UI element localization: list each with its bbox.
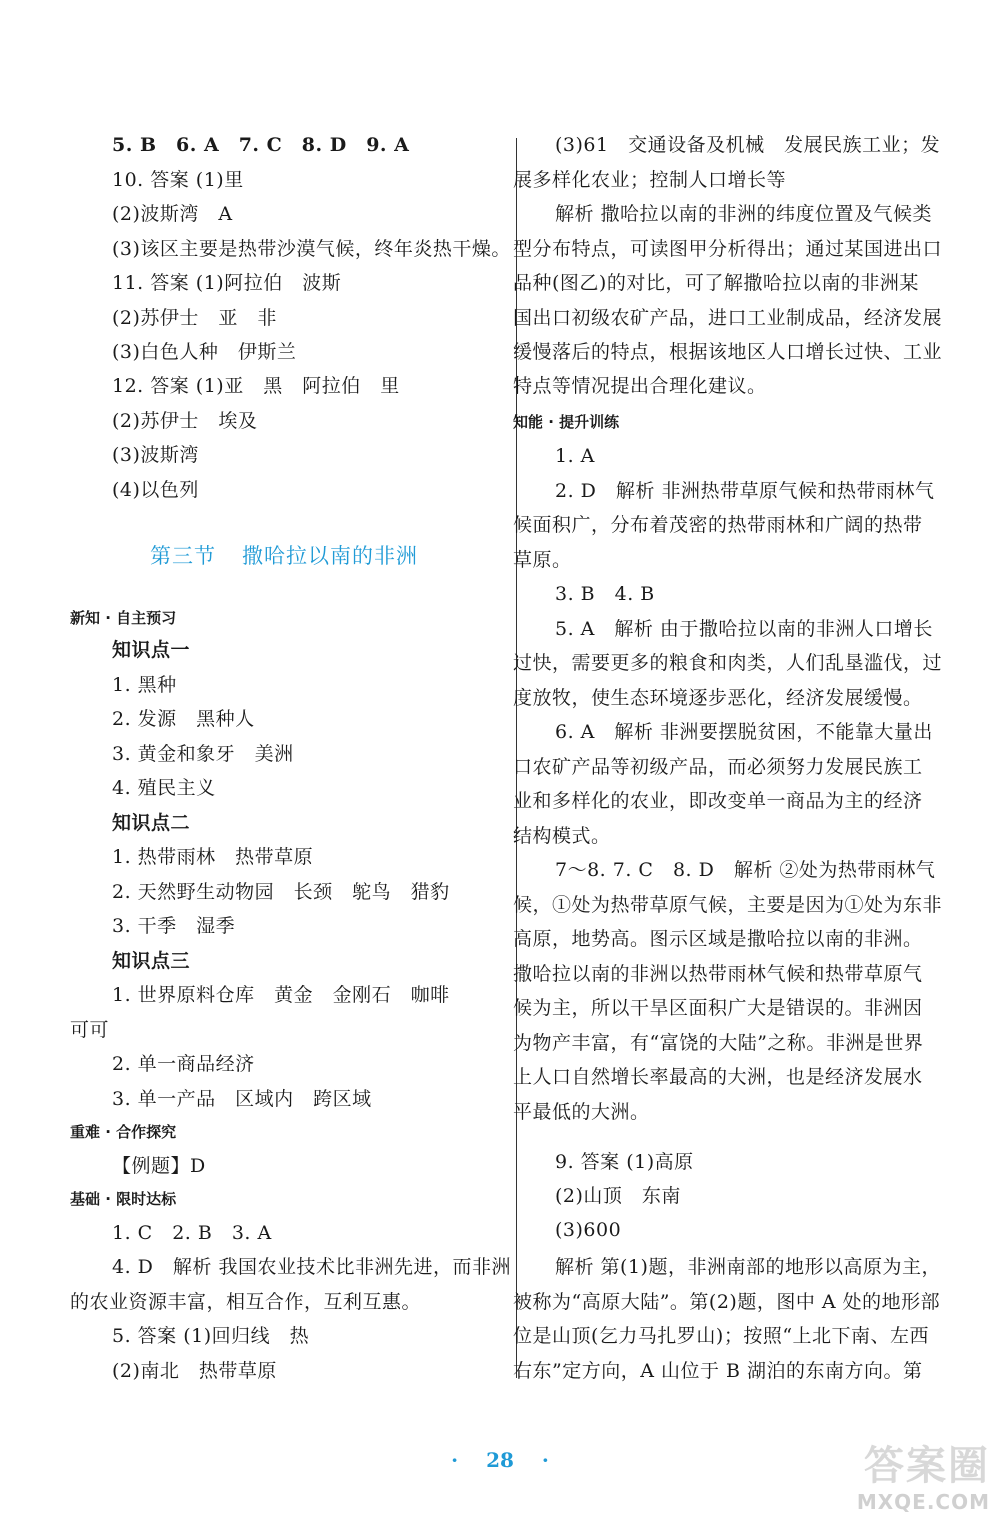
answer-line: (2)苏伊士 亚 非 [112,307,277,329]
analysis-line: 业和多样化的农业，即改变单一商品为主的经济 [513,790,923,812]
answer-line: 3. B 4. B [555,583,655,605]
answer-line: 3. 单一产品 区域内 跨区域 [112,1088,372,1110]
page-dot-right: · [541,1448,549,1472]
answer-line: (2)山顶 东南 [555,1185,681,1207]
answer-line: 2. 发源 黑种人 [112,708,255,730]
analysis-line: 缓慢落后的特点，根据该地区人口增长过快、工业 [513,341,943,363]
answer-line: 6. A 解析 非洲要摆脱贫困，不能靠大量出 [555,721,933,743]
section-heading: 新知 · 自主预习 [70,609,177,627]
subheading: 知识点二 [112,812,191,834]
analysis-line: 高原，地势高。图示区域是撒哈拉以南的非洲。 [513,928,923,950]
page-dot-left: · [451,1448,459,1472]
answer-line: 1. 黑种 [112,674,177,696]
answer-line: 的农业资源丰富，相互合作，互利互惠。 [70,1291,422,1313]
analysis-line: 上人口自然增长率最高的大洲，也是经济发展水 [513,1066,923,1088]
analysis-line: 过快，需要更多的粮食和肉类，人们乱垦滥伐，过 [513,652,943,674]
answer-line: (3)600 [555,1219,622,1241]
answer-line: 【例题】D [112,1155,206,1177]
section-number: 第三节 [150,544,216,568]
analysis-line: 为物产丰富，有“富饶的大陆”之称。非洲是世界 [513,1032,924,1054]
answer-line: (3)该区主要是热带沙漠气候，终年炎热干燥。 [112,238,511,260]
answer-line: 2. D 解析 非洲热带草原气候和热带雨林气 [555,480,935,502]
answer-line: (4)以色列 [112,479,199,501]
section-title [150,540,418,570]
analysis-line: 品种(图乙)的对比，可了解撒哈拉以南的非洲某 [513,272,919,294]
analysis-line: 草原。 [513,549,572,571]
answer-line: 1. C 2. B 3. A [112,1222,272,1244]
section-heading: 知能 · 提升训练 [513,413,620,431]
section-heading: 重难 · 合作探究 [70,1123,177,1141]
answer-line: (3)波斯湾 [112,444,199,466]
analysis-line: 候面积广，分布着茂密的热带雨林和广阔的热带 [513,514,923,536]
answer-line: (2)苏伊士 埃及 [112,410,258,432]
answer-line: (3)白色人种 伊斯兰 [112,341,297,363]
answer-line: 1. 世界原料仓库 黄金 金刚石 咖啡 [112,984,450,1006]
analysis-line: 候为主，所以干旱区面积广大是错误的。非洲因 [513,997,923,1019]
analysis-line: 撒哈拉以南的非洲以热带雨林气候和热带草原气 [513,963,923,985]
subheading: 知识点一 [112,639,191,661]
answer-line: (2)南北 热带草原 [112,1360,277,1382]
analysis-line: 位是山顶(乞力马扎罗山)；按照“上北下南、左西 [513,1325,930,1347]
analysis-line: 解析 撒哈拉以南的非洲的纬度位置及气候类 [555,203,933,225]
answer-line: 5. 答案 (1)回归线 热 [112,1325,310,1347]
answer-line: 1. 热带雨林 热带草原 [112,846,314,868]
answer-line: 3. 黄金和象牙 美洲 [112,743,294,765]
page-number-value: 28 [486,1448,514,1472]
answer-line: 4. 殖民主义 [112,777,216,799]
answer-line: 4. D 解析 我国农业技术比非洲先进，而非洲 [112,1256,511,1278]
analysis-line: 特点等情况提出合理化建议。 [513,375,767,397]
answer-line: 9. 答案 (1)高原 [555,1151,694,1173]
analysis-line: 被称为“高原大陆”。第(2)题，图中 A 处的地形部 [513,1291,941,1313]
subheading: 知识点三 [112,950,191,972]
answer-line: 11. 答案 (1)阿拉伯 波斯 [112,272,342,294]
answer-line: 展多样化农业；控制人口增长等 [513,169,787,191]
section-heading: 基础 · 限时达标 [70,1190,177,1208]
answer-line: (2)波斯湾 A [112,203,233,225]
watermark-site: MXQE.COM [856,1490,990,1514]
answer-line: 可可 [70,1019,110,1041]
answer-line: 3. 干季 湿季 [112,915,236,937]
answer-line: 12. 答案 (1)亚 黑 阿拉伯 里 [112,375,400,397]
analysis-line: 型分布特点，可读图甲分析得出；通过某国进出口 [513,238,943,260]
analysis-line: 候，①处为热带草原气候，主要是因为①处为东非 [513,894,943,916]
analysis-line: 结构模式。 [513,825,611,847]
answer-line: 2. 天然野生动物园 长颈 鸵鸟 猎豹 [112,881,450,903]
analysis-line: 右东”定方向，A 山位于 B 湖泊的东南方向。第 [513,1360,923,1382]
analysis-line: 解析 第(1)题，非洲南部的地形以高原为主， [555,1256,941,1278]
section-name: 撒哈拉以南的非洲 [242,544,418,568]
analysis-line: 度放牧，使生态环境逐步恶化，经济发展缓慢。 [513,687,923,709]
answer-line: 2. 单一商品经济 [112,1053,255,1075]
answer-line: 5. B 6. A 7. C 8. D 9. A [112,134,410,156]
analysis-line: 国出口初级农矿产品，进口工业制成品，经济发展 [513,307,943,329]
answer-line: 5. A 解析 由于撒哈拉以南的非洲人口增长 [555,618,933,640]
watermark [795,1434,990,1514]
watermark-logo: 答案圈 [864,1443,990,1489]
answer-line: 7～8. 7. C 8. D 解析 ②处为热带雨林气 [555,859,936,881]
answer-line: (3)61 交通设备及机械 发展民族工业；发 [555,134,941,156]
answer-line: 1. A [555,445,595,467]
analysis-line: 平最低的大洲。 [513,1101,650,1123]
analysis-line: 口农矿产品等初级产品，而必须努力发展民族工 [513,756,923,778]
answer-line: 10. 答案 (1)里 [112,169,244,191]
